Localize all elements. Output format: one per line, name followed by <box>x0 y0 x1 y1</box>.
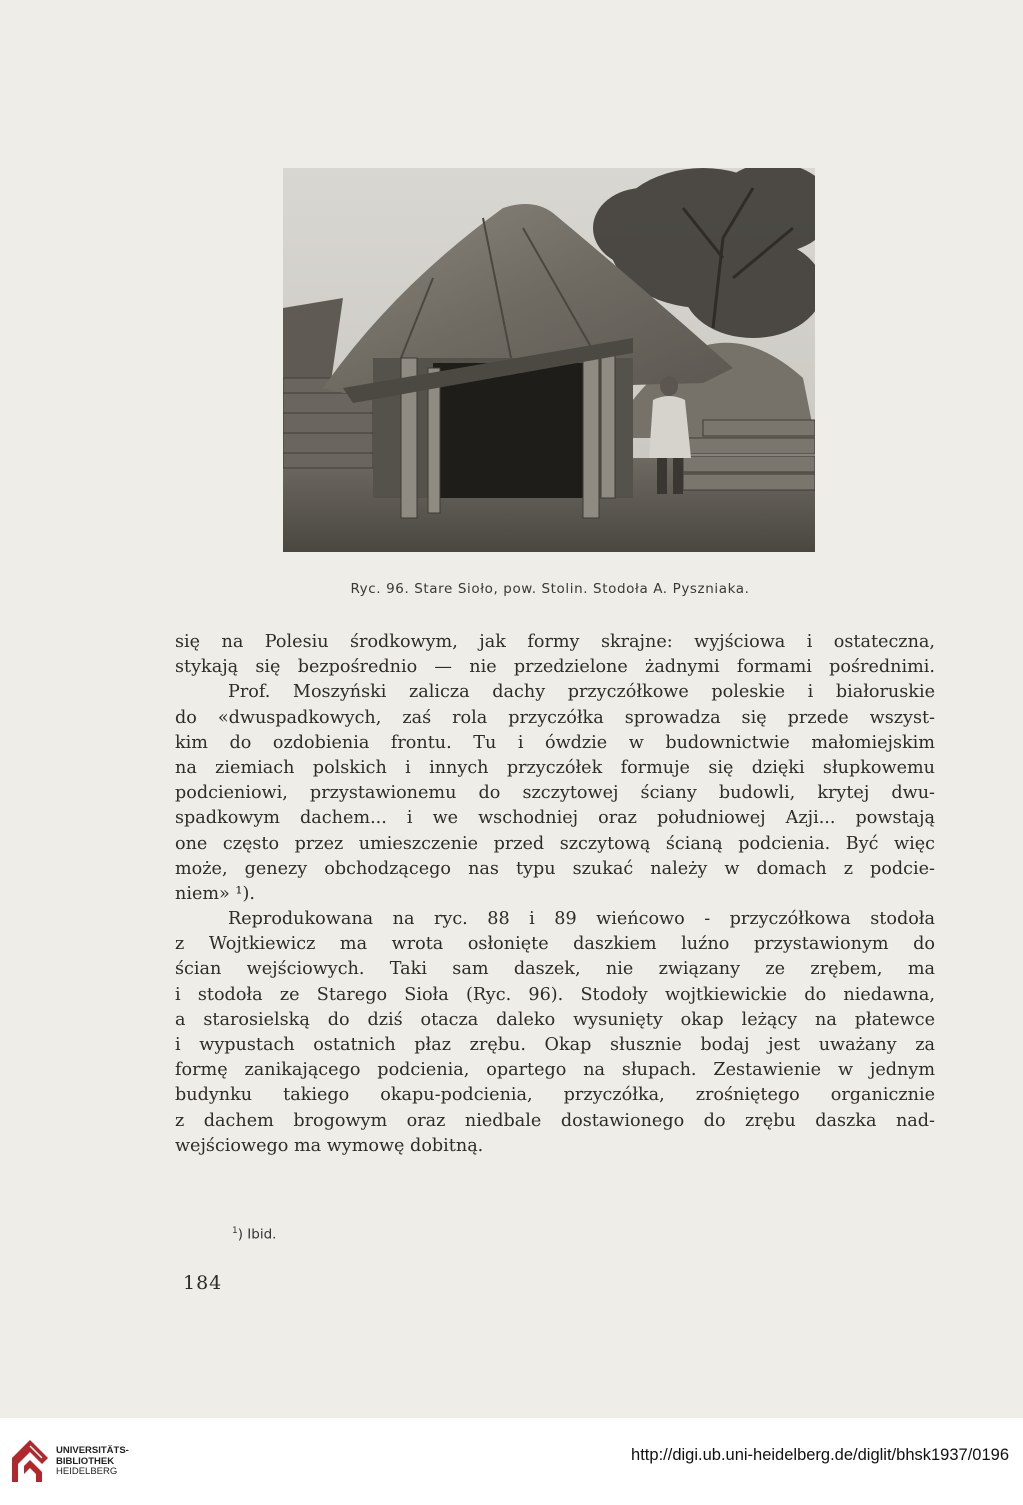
text-line: wejściowego ma wymowę dobitną. <box>175 1135 484 1156</box>
footnote <box>232 1226 276 1243</box>
library-name-line: HEIDELBERG <box>56 1466 118 1477</box>
text-line: i wypustach ostatnich płaz zrębu. Okap słusznie bodaj jest uważany za <box>175 1035 935 1055</box>
figure-caption: Ryc. 96. Stare Sioło, pow. Stolin. Stodoła A. Pyszniaka. <box>350 581 750 597</box>
text-line: a starosielską do dziś otacza daleko wysunięty okap leżący na płatewce <box>175 1009 935 1030</box>
page-number: 184 <box>183 1272 223 1294</box>
text-line: kim do ozdobienia frontu. Tu i ówdzie w budownictwie małomiejskim <box>175 732 935 753</box>
text-line: podcieniowi, przystawionemu do szczytowej ściany budowli, krytej dwu- <box>175 783 935 804</box>
text-line: na ziemiach polskich i innych przyczółek formuje się dzięki słupkowemu <box>175 757 935 778</box>
text-line: ścian wejściowych. Taki sam daszek, nie związany ze zrębem, ma <box>175 959 935 980</box>
text-line: i stodoła ze Starego Sioła (Ryc. 96). Stodoły wojtkiewickie do niedawna, <box>175 984 935 1005</box>
text-line: spadkowym dachem... i we wschodniej oraz południowej Azji... powstają <box>175 808 935 829</box>
text-line: niem» ¹). <box>175 883 255 904</box>
text-line: z dachem brogowym oraz niedbale dostawionego do zrębu daszka nad- <box>175 1110 935 1131</box>
text-line: może, genezy obchodzącego nas typu szukać należy w domach z podcie- <box>175 858 935 879</box>
text-line: budynku takiego okapu-podcienia, przyczółka, zrośniętego organicznie <box>175 1085 935 1106</box>
text-line: się na Polesiu środkowym, jak formy skrajne: wyjściowa i ostateczna, <box>175 632 935 652</box>
text-line: Prof. Moszyński zalicza dachy przyczółkowe poleskie i białoruskie <box>228 682 935 703</box>
library-logo-icon <box>10 1438 50 1484</box>
footer-bar <box>0 1418 1023 1505</box>
text-line: z Wojtkiewicz ma wrota osłonięte daszkiem luźno przystawionym do <box>175 934 935 955</box>
library-name-line: UNIVERSITÄTS- <box>56 1445 129 1456</box>
text-line: stykają się bezpośrednio — nie przedzielone żadnymi formami pośrednimi. <box>175 657 935 678</box>
body-text <box>175 630 935 1159</box>
source-url[interactable]: http://digi.ub.uni-heidelberg.de/diglit/bhsk1937/0196 <box>631 1446 1009 1464</box>
text-line: formę zanikającego podcienia, opartego na słupach. Zestawienie w jednym <box>175 1060 935 1081</box>
barn-photograph <box>283 168 815 552</box>
text-line: Reprodukowana na ryc. 88 i 89 wieńcowo - przyczółkowa stodoła <box>228 909 935 930</box>
text-line: one często przez umieszczenie przed szczytową ścianą podcienia. Być więc <box>175 833 935 854</box>
footnote-text: ) Ibid. <box>237 1226 277 1243</box>
library-name <box>56 1446 129 1478</box>
library-name-line: BIBLIOTHEK <box>56 1455 115 1467</box>
footnote-marker: 1 <box>232 1226 238 1236</box>
text-line: do «dwuspadkowych, zaś rola przyczółka sprowadza się przede wszyst- <box>175 707 935 728</box>
